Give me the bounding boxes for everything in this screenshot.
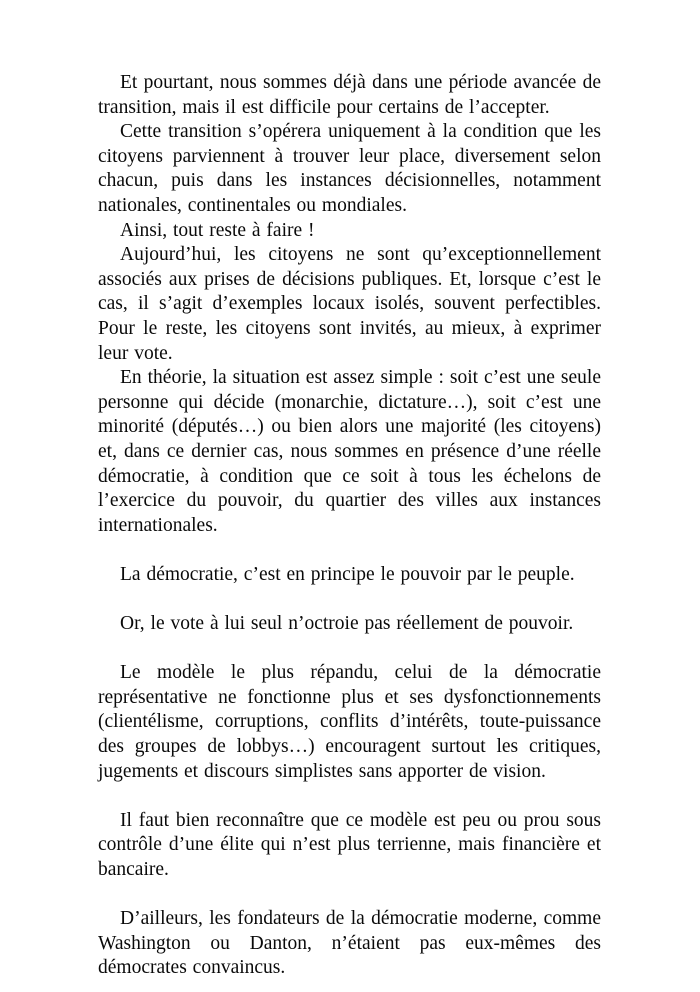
- paragraph-modele-repandu: Le modèle le plus répandu, celui de la démocratie représentative ne fonctionne plus et ses dysfonctionnements (clientélisme, corruptions, conflits d’intérêts, toute-puissance des groupes de lobbys…) encouragent surtout les critiques, jugements et discours simplistes sans apporter de vision.: [98, 662, 601, 782]
- paragraph-la-democratie-principe: La démocratie, c’est en principe le pouvoir par le peuple.: [120, 563, 575, 585]
- paragraph-transition-avancee: Et pourtant, nous sommes déjà dans une période avancée de transition, mais il est difficile pour certains de l’accepter.: [98, 72, 601, 118]
- paragraph-citoyens-associes: Aujourd’hui, les citoyens ne sont qu’exceptionnellement associés aux prises de décisions publiques. Et, lorsque c’est le cas, il s’agit d’exemples locaux isolés, souvent perfectibles. Pour le reste, les citoyens sont invités, au mieux, à exprimer leur vote.: [98, 244, 601, 364]
- paragraph-le-vote-seul: Or, le vote à lui seul n’octroie pas réellement de pouvoir.: [120, 613, 574, 635]
- paragraph-fondateurs-democratie: D’ailleurs, les fondateurs de la démocratie moderne, comme Washington ou Danton, n’étaient pas eux-mêmes des démocrates convaincus.: [98, 908, 601, 979]
- paragraph-tout-reste-a-faire: Ainsi, tout reste à faire !: [120, 219, 315, 241]
- body-text: [98, 71, 601, 981]
- paragraph-en-theorie: En théorie, la situation est assez simple : soit c’est une seule personne qui décide (monarchie, dictature…), soit c’est une minorité (députés…) ou bien alors une majorité (les citoyens) et, dans ce dernier cas, nous sommes en présence d’une réelle démocratie, à condition que ce soit à tous les échelons de l’exercice du pouvoir, du quartier des villes aux instances internationales.: [98, 367, 601, 536]
- paragraph-cette-transition: Cette transition s’opérera uniquement à la condition que les citoyens parviennent à trouver leur place, diversement selon chacun, puis dans les instances décisionnelles, notamment nationales, continentales ou mondiales.: [98, 121, 601, 216]
- paragraph-controle-elite: Il faut bien reconnaître que ce modèle est peu ou prou sous contrôle d’une élite qui n’est plus terrienne, mais financière et bancaire.: [98, 809, 601, 880]
